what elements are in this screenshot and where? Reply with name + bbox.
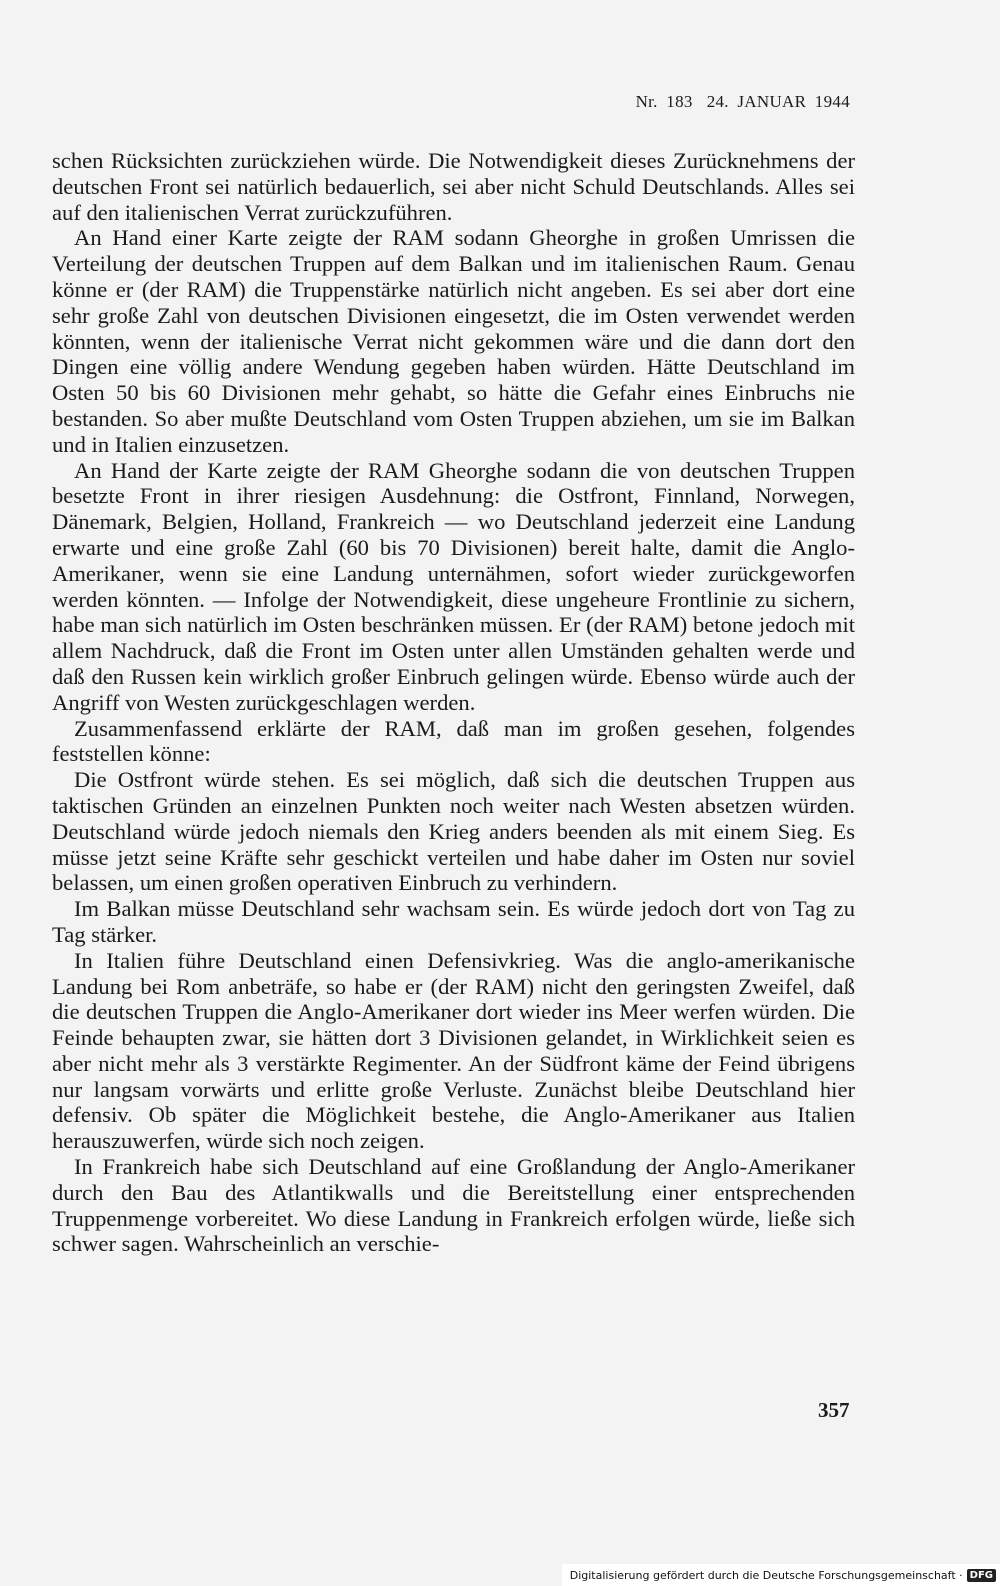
paragraph: In Italien führe Deutschland einen Defensivkrieg. Was die anglo-amerikanische Landung bei Rom anbeträfe, so habe er (der RAM) nicht den geringsten Zweifel, daß die deutschen Truppen die Anglo-Amerikaner dort wieder ins Meer werfen würden. Die Feinde behaupten zwar, sie hätten dort 3 Divisionen gelandet, in Wirklichkeit seien es aber nicht mehr als 3 verstärkte Regimenter. An der Südfront käme der Feind übrigens nur langsam vorwärts und erlitte große Verluste. Zunächst bleibe Deutschland hier defensiv. Ob später die Möglichkeit bestehe, die Anglo-Amerikaner aus Italien herauszuwerfen, würde sich noch zeigen. [52,947,855,1154]
paragraph: An Hand der Karte zeigte der RAM Gheorghe sodann die von deutschen Truppen besetzte Front in ihrer riesigen Ausdehnung: die Ostfront, Finnland, Norwegen, Dänemark, Belgien, Holland, Frankreich — wo Deutschland jederzeit eine Landung erwarte und eine große Zahl (60 bis 70 Divisionen) bereit halte, damit die Anglo-Amerikaner, wenn sie eine Landung unternähmen, sofort wieder zurückgeworfen werden könnten. — Infolge der Notwendigkeit, diese ungeheure Frontlinie zu sichern, habe man sich natürlich im Osten beschränken müssen. Er (der RAM) betone jedoch mit allem Nachdruck, daß die Front im Osten unter allen Umständen gehalten werde und daß den Russen kein wirklich großer Einbruch gelingen würde. Ebenso würde auch der Angriff von Westen zurückgeschlagen werden. [52,457,855,715]
body-text [52,148,855,1257]
paragraph: Zusammenfassend erklärte der RAM, daß man im großen gesehen, folgendes feststellen könne: [52,715,855,767]
document-number: Nr. 183 [635,92,693,111]
paragraph: An Hand einer Karte zeigte der RAM sodann Gheorghe in großen Umrissen die Verteilung der deutschen Truppen auf dem Balkan und im italienischen Raum. Genau könne er (der RAM) die Truppenstärke natürlich nicht angeben. Es sei aber dort eine sehr große Zahl von deutschen Divisionen eingesetzt, die im Osten verwendet werden könnten, wenn der italienische Verrat nicht gekommen wäre und die dann dort den Dingen eine völlig andere Wendung gegeben haben würden. Hätte Deutschland im Osten 50 bis 60 Divisionen mehr gehabt, so hätte die Gefahr eines Einbruchs nie bestanden. So aber mußte Deutschland vom Osten Truppen abziehen, um sie im Balkan und in Italien einzusetzen. [52,225,855,457]
footer-text: Digitalisierung gefördert durch die Deutsche Forschungsgemeinschaft · [569,1568,963,1582]
document-date: 24. JANUAR 1944 [706,92,850,111]
running-head [0,92,850,112]
paragraph: Im Balkan müsse Deutschland sehr wachsam sein. Es würde jedoch dort von Tag zu Tag stärker. [52,896,855,947]
dfg-logo: DFG [967,1569,996,1582]
paragraph: In Frankreich habe sich Deutschland auf eine Großlandung der Anglo-Amerikaner durch den Bau des Atlantikwalls und die Bereitstellung einer entsprechenden Truppenmenge vorbereitet. Wo diese Landung in Frankreich erfolgen würde, ließe sich schwer sagen. Wahrscheinlich an verschie- [52,1154,855,1257]
page-number: 357 [818,1398,850,1422]
digitization-footer [562,1564,1000,1586]
paragraph: schen Rücksichten zurückziehen würde. Die Notwendigkeit dieses Zurücknehmens der deutschen Front sei natürlich bedauerlich, sei aber nicht Schuld Deutschlands. Alles sei auf den italienischen Verrat zurückzuführen. [52,148,855,225]
paragraph: Die Ostfront würde stehen. Es sei möglich, daß sich die deutschen Truppen aus taktischen Gründen an einzelnen Punkten noch weiter nach Westen absetzen würden. Deutschland würde jedoch niemals den Krieg anders beenden als mit einem Sieg. Es müsse jetzt seine Kräfte sehr geschickt verteilen und habe daher im Osten nur soviel belassen, um einen großen operativen Einbruch zu verhindern. [52,767,855,896]
